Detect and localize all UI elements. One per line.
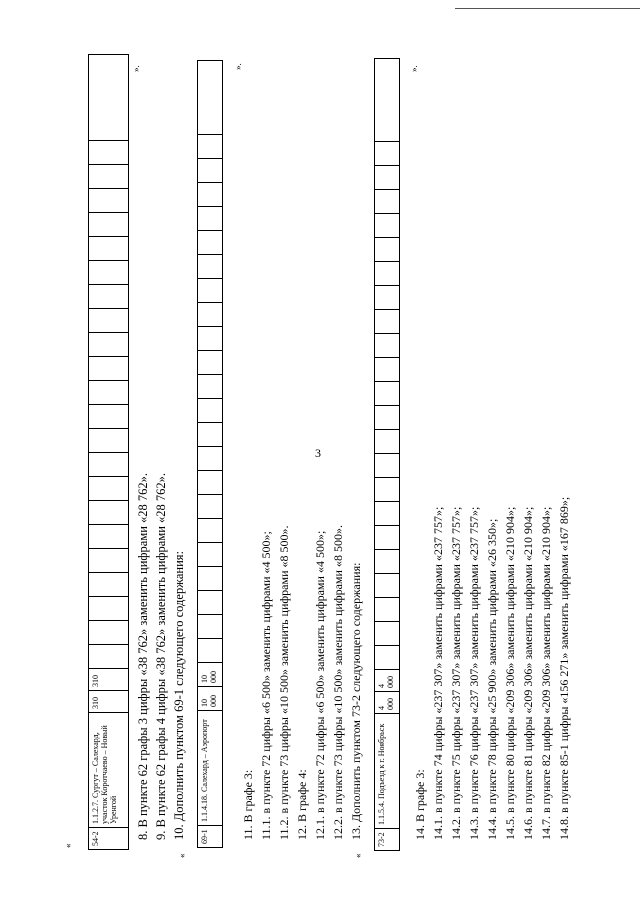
table-cell-empty	[89, 500, 128, 524]
page-number: 3	[315, 446, 321, 460]
table-cell-empty	[198, 590, 222, 614]
table-cell-empty	[375, 237, 399, 261]
quote-open-69-1: «	[177, 853, 187, 858]
paragraph-9: 9. В пункте 62 графы 4 цифры «38 762» заменить цифрами «28 762».	[154, 472, 168, 840]
table-cell-col4: 4 000	[375, 669, 399, 691]
table-cell-number: 54-2	[89, 827, 128, 849]
table-cell-empty	[375, 333, 399, 357]
table-cell-col4: 10 000	[198, 662, 222, 686]
table-cell-empty	[198, 350, 222, 374]
table-cell-empty	[198, 230, 222, 254]
table-cell-empty	[89, 116, 128, 140]
quote-close-73-2: ».	[409, 65, 419, 72]
paragraph-10: 10. Дополнить пунктом 69-1 следующего содержания:	[172, 551, 186, 840]
table-cell-empty	[375, 453, 399, 477]
table-cell-empty	[198, 470, 222, 494]
table-cell-empty	[198, 446, 222, 470]
table-cell-empty	[198, 278, 222, 302]
table-cell-empty	[89, 380, 128, 404]
table-cell-empty	[89, 644, 128, 668]
paragraph-12-2: 12.2. в пункте 73 цифры «10 500» заменить цифрами «8 500».	[331, 525, 345, 840]
table-cell-empty	[198, 110, 222, 134]
table-cell-empty	[89, 356, 128, 380]
table-cell-empty	[89, 548, 128, 572]
table-cell-empty	[375, 261, 399, 285]
paragraph-14-8: 14.8. в пункте 85-1 цифры «156 271» заменить цифрами «167 869»;	[557, 496, 571, 840]
table-cell-empty	[375, 477, 399, 501]
table-cell-empty	[89, 572, 128, 596]
table-cell-empty	[198, 374, 222, 398]
table-cell-empty	[375, 621, 399, 645]
table-cell-empty	[375, 357, 399, 381]
table-cell-col3: 310	[89, 690, 128, 712]
table-cell-empty	[198, 182, 222, 206]
table-cell-empty	[198, 542, 222, 566]
paragraph-14: 14. В графе 3:	[413, 769, 427, 840]
table-cell-empty	[89, 332, 128, 356]
table-cell-empty	[375, 645, 399, 669]
table-cell-empty	[375, 381, 399, 405]
table-cell-empty	[198, 134, 222, 158]
top-edge-line	[455, 8, 640, 9]
table-cell-empty	[198, 302, 222, 326]
table-cell-empty	[375, 501, 399, 525]
table-cell-empty	[198, 566, 222, 590]
paragraph-13: 13. Дополнить пунктом 73-2 следующего содержания:	[349, 562, 363, 840]
table-cell-name: 1.1.5.4. Подъезд к г. Ноябрьск	[375, 713, 399, 828]
table-cell-empty	[198, 518, 222, 542]
table-cell-empty	[89, 452, 128, 476]
table-cell-empty	[375, 525, 399, 549]
paragraph-12-1: 12.1. в пункте 72 цифры «6 500» заменить цифрами «4 500»;	[313, 530, 327, 840]
table-cell-number: 69-1	[198, 825, 222, 847]
table-cell-empty	[375, 405, 399, 429]
table-cell-empty	[375, 429, 399, 453]
table-cell-empty	[89, 476, 128, 500]
table-cell-empty	[89, 140, 128, 164]
quote-open-54-2: «	[63, 843, 73, 848]
table-cell-empty	[89, 260, 128, 284]
table-cell-empty	[89, 308, 128, 332]
table-cell-empty	[198, 422, 222, 446]
table-cell-empty	[198, 254, 222, 278]
table-cell-empty	[89, 620, 128, 644]
table-cell-empty	[198, 158, 222, 182]
table-cell-name: 1.1.2.7. Сургут – Салехард, участок Коротчаево – Новый Уренгой	[89, 712, 128, 827]
paragraph-11-2: 11.2. в пункте 73 цифры «10 500» заменить цифрами «8 500».	[277, 525, 291, 840]
paragraph-14-3: 14.3. в пункте 76 цифры «237 307» заменить цифрами «237 757»;	[467, 506, 481, 840]
table-cell-name: 1.1.4.18. Салехард – Аэропорт	[198, 710, 222, 825]
table-cell-empty	[375, 141, 399, 165]
table-cell-empty	[198, 614, 222, 638]
table-cell-empty	[375, 165, 399, 189]
table-cell-empty	[89, 236, 128, 260]
table-cell-empty	[198, 326, 222, 350]
table-cell-empty	[89, 188, 128, 212]
paragraph-12: 12. В графе 4:	[295, 769, 309, 840]
table-cell-empty	[89, 596, 128, 620]
table-cell-empty	[375, 285, 399, 309]
table-cell-empty	[89, 284, 128, 308]
paragraph-8: 8. В пункте 62 графы 3 цифры «38 762» заменить цифрами «28 762».	[136, 472, 150, 840]
paragraph-14-7: 14.7. в пункте 82 цифры «209 306» заменить цифрами «210 904»;	[539, 506, 553, 840]
table-cell-empty	[89, 164, 128, 188]
paragraph-14-2: 14.2. в пункте 75 цифры «237 307» заменить цифрами «237 757»;	[449, 506, 463, 840]
table-cell-empty	[198, 638, 222, 662]
table-cell-empty	[89, 404, 128, 428]
quote-close-54-2: ».	[131, 65, 141, 72]
quote-open-73-2: «	[353, 853, 363, 858]
paragraph-14-5: 14.5. в пункте 80 цифры «209 306» заменить цифрами «210 904»;	[503, 506, 517, 840]
paragraph-11-1: 11.1. в пункте 72 цифры «6 500» заменить цифрами «4 500»;	[259, 531, 273, 840]
table-cell-empty	[198, 494, 222, 518]
table-cell-empty	[198, 398, 222, 422]
table-cell-empty	[375, 189, 399, 213]
table-cell-empty	[198, 206, 222, 230]
quote-close-69-1: ».	[233, 63, 243, 70]
table-cell-empty	[375, 573, 399, 597]
paragraph-14-6: 14.6. в пункте 81 цифры «209 306» заменить цифрами «210 904»;	[521, 506, 535, 840]
table-cell-empty	[375, 117, 399, 141]
table-cell-col3: 4 000	[375, 691, 399, 713]
table-cell-col4: 310	[89, 668, 128, 690]
table-cell-empty	[375, 213, 399, 237]
paragraph-14-4: 14.4. в пункте 78 цифры «25 900» заменить цифрами «26 350»;	[485, 518, 499, 840]
table-cell-col3: 10 000	[198, 686, 222, 710]
table-cell-number: 73-2	[375, 828, 399, 850]
table-cell-empty	[375, 549, 399, 573]
table-cell-empty	[89, 524, 128, 548]
paragraph-11: 11. В графе 3:	[241, 769, 255, 840]
table-cell-empty	[89, 212, 128, 236]
table-cell-empty	[89, 428, 128, 452]
table-cell-empty	[375, 597, 399, 621]
table-cell-empty	[375, 309, 399, 333]
paragraph-14-1: 14.1. в пункте 74 цифры «237 307» заменить цифрами «237 757»;	[431, 506, 445, 840]
